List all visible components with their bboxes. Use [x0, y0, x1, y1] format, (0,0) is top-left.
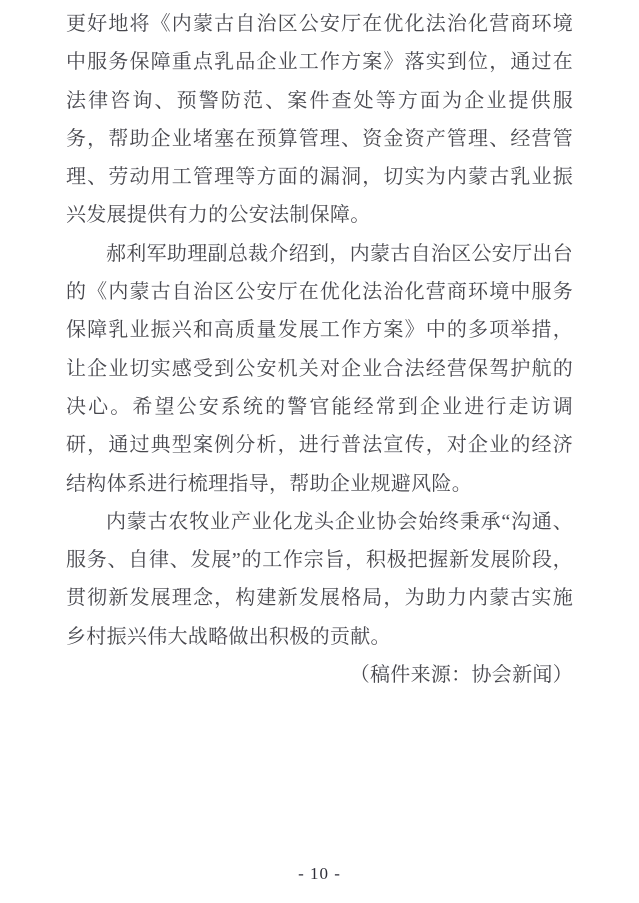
attribution-line: （稿件来源：协会新闻） [349, 664, 573, 687]
document-body [66, 5, 573, 694]
paragraph-association: 内蒙古农牧业产业化龙头企业协会始终秉承“沟通、服务、自律、发展”的工作宗旨，积极把握新发展阶段，贯彻新发展理念，构建新发展格局，为助力内蒙古实施乡村振兴伟大战略做出积极的贡献。 [66, 510, 573, 648]
page-number: - 10 - [298, 864, 341, 883]
paragraph-continuation: 更好地将《内蒙古自治区公安厅在优化法治化营商环境中服务保障重点乳品企业工作方案》落实到位，通过在法律咨询、预警防范、案件查处等方面为企业提供服务，帮助企业堵塞在预算管理、资金资产管理、经营管理、劳动用工管理等方面的漏洞，切实为内蒙古乳业振兴发展提供有力的公安法制保障。 [66, 13, 573, 227]
paragraph-hao-lijun: 郝利军助理副总裁介绍到，内蒙古自治区公安厅出台的《内蒙古自治区公安厅在优化法治化营商环境中服务保障乳业振兴和高质量发展工作方案》中的多项举措，让企业切实感受到公安机关对企业合法经营保驾护航的决心。希望公安系统的警官能经常到企业进行走访调研，通过典型案例分析，进行普法宣传，对企业的经济结构体系进行梳理指导，帮助企业规避风险。 [66, 242, 573, 495]
